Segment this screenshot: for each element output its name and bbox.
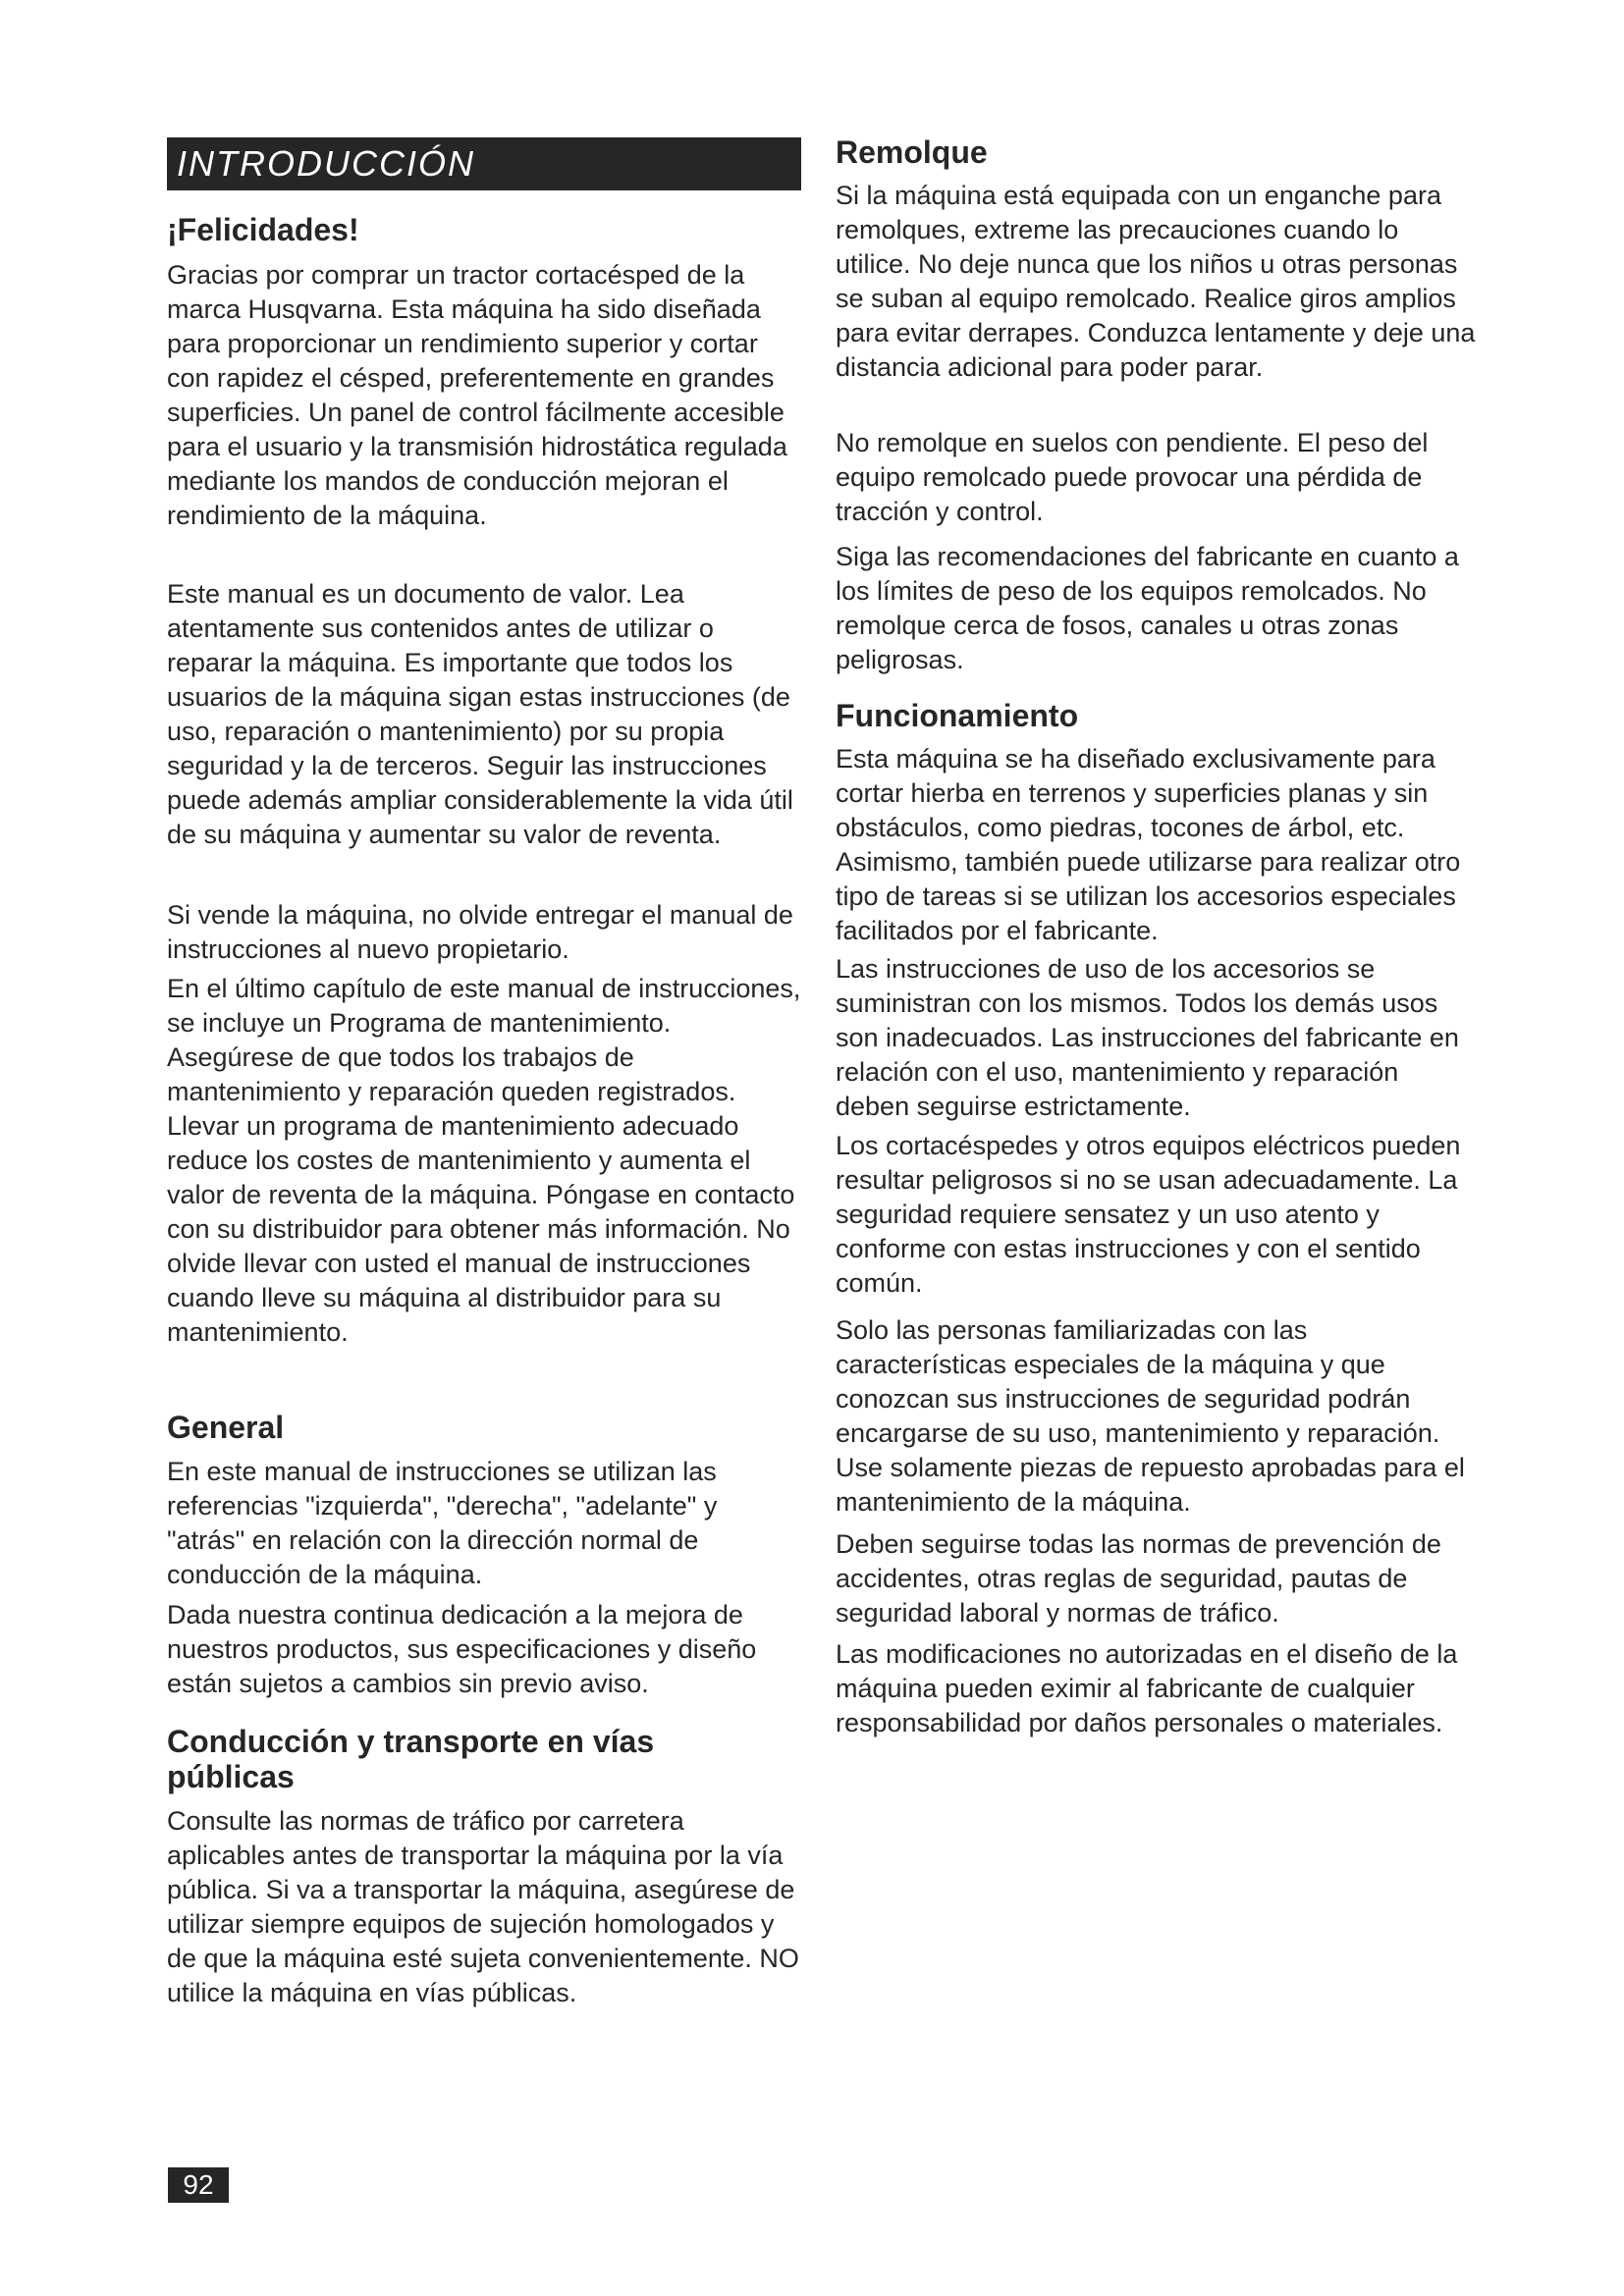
felicidades-paragraph-3: Si vende la máquina, no olvide entregar el manual de instrucciones al nuevo propietario. <box>167 900 793 964</box>
remolque-paragraph-2: No remolque en suelos con pendiente. El peso del equipo remolcado puede provocar una pérdida de tracción y control. <box>836 428 1429 526</box>
felicidades-paragraph-2: Este manual es un documento de valor. Lea atentamente sus contenidos antes de utilizar o reparar la máquina. Es importante que todos los usuarios de la máquina sigan estas instrucciones (de uso, reparación o mantenimiento) por su propia seguridad y la de terceros. Seguir las instrucciones puede además ampliar considerablemente la vida útil de su máquina y aumentar su valor de reventa. <box>167 579 793 849</box>
conduccion-paragraph-1: Consulte las normas de tráfico por carretera aplicables antes de transportar la máquina por la vía pública. Si va a transportar la máquina, asegúrese de utilizar siempre equipos de sujeción homologados y de que la máquina esté sujeta convenientemente. NO utilice la máquina en vías públicas. <box>167 1806 799 2007</box>
felicidades-heading: ¡Felicidades! <box>167 212 359 247</box>
conduccion-heading-line-2: públicas <box>167 1759 295 1794</box>
remolque-heading: Remolque <box>836 134 988 170</box>
general-heading: General <box>167 1410 285 1445</box>
remolque-paragraph-1: Si la máquina está equipada con un enganche para remolques, extreme las precauciones cuando lo utilice. No deje nunca que los niños u otras personas se suban al equipo remolcado. Realice giros amplios para evitar derrapes. Conduzca lentamente y deje una distancia adicional para poder parar. <box>836 181 1476 382</box>
page-number: 92 <box>168 2167 229 2203</box>
remolque-paragraph-3: Siga las recomendaciones del fabricante en cuanto a los límites de peso de los equipos remolcados. No remolque cerca de fosos, canales u otras zonas peligrosas. <box>836 542 1459 674</box>
funcionamiento-paragraph-5: Deben seguirse todas las normas de prevención de accidentes, otras reglas de seguridad, pautas de seguridad laboral y normas de tráfico. <box>836 1529 1441 1628</box>
funcionamiento-paragraph-6: Las modificaciones no autorizadas en el diseño de la máquina pueden eximir al fabricante de cualquier responsabilidad por daños personales o materiales. <box>836 1639 1458 1737</box>
funcionamiento-paragraph-2: Las instrucciones de uso de los accesorios se suministran con los mismos. Todos los demás usos son inadecuados. Las instrucciones del fabricante en relación con el uso, mantenimiento y reparación deben seguirse estrictamente. <box>836 954 1459 1121</box>
funcionamiento-heading: Funcionamiento <box>836 698 1079 733</box>
section-banner: INTRODUCCIÓN <box>167 137 801 190</box>
felicidades-paragraph-4: En el último capítulo de este manual de instrucciones, se incluye un Programa de mantenimiento. Asegúrese de que todos los trabajos de mantenimiento y reparación queden registrados. Llevar un programa de mantenimiento adecuado reduce los costes de mantenimiento y aumenta el valor de reventa de la máquina. Póngase en contacto con su distribuidor para obtener más información. No olvide llevar con usted el manual de instrucciones cuando lleve su máquina al distribuidor para su mantenimiento. <box>167 974 801 1347</box>
general-paragraph-1: En este manual de instrucciones se utilizan las referencias "izquierda", "derecha", "adelante" y "atrás" en relación con la dirección normal de conducción de la máquina. <box>167 1457 718 1589</box>
conduccion-heading-line-1: Conducción y transporte en vías <box>167 1724 655 1759</box>
felicidades-paragraph-1: Gracias por comprar un tractor cortacésped de la marca Husqvarna. Esta máquina ha sido diseñada para proporcionar un rendimiento superior y cortar con rapidez el césped, preferentemente en grandes superficies. Un panel de control fácilmente accesible para el usuario y la transmisión hidrostática regulada mediante los mandos de conducción mejoran el rendimiento de la máquina. <box>167 260 787 530</box>
funcionamiento-paragraph-3: Los cortacéspedes y otros equipos eléctricos pueden resultar peligrosos si no se usan adecuadamente. La seguridad requiere sensatez y un uso atento y conforme con estas instrucciones y con el sentido común. <box>836 1131 1461 1298</box>
funcionamiento-paragraph-4: Solo las personas familiarizadas con las características especiales de la máquina y que conozcan sus instrucciones de seguridad podrán encargarse de su uso, mantenimiento y reparación. Use solamente piezas de repuesto aprobadas para el mantenimiento de la máquina. <box>836 1315 1465 1517</box>
funcionamiento-paragraph-1: Esta máquina se ha diseñado exclusivamente para cortar hierba en terrenos y superficies planas y sin obstáculos, como piedras, tocones de árbol, etc. Asimismo, también puede utilizarse para realizar otro tipo de tareas si se utilizan los accesorios especiales facilitados por el fabricante. <box>836 744 1461 945</box>
conduccion-heading <box>167 1724 654 1794</box>
general-paragraph-2: Dada nuestra continua dedicación a la mejora de nuestros productos, sus especificaciones y diseño están sujetos a cambios sin previo aviso. <box>167 1600 757 1698</box>
